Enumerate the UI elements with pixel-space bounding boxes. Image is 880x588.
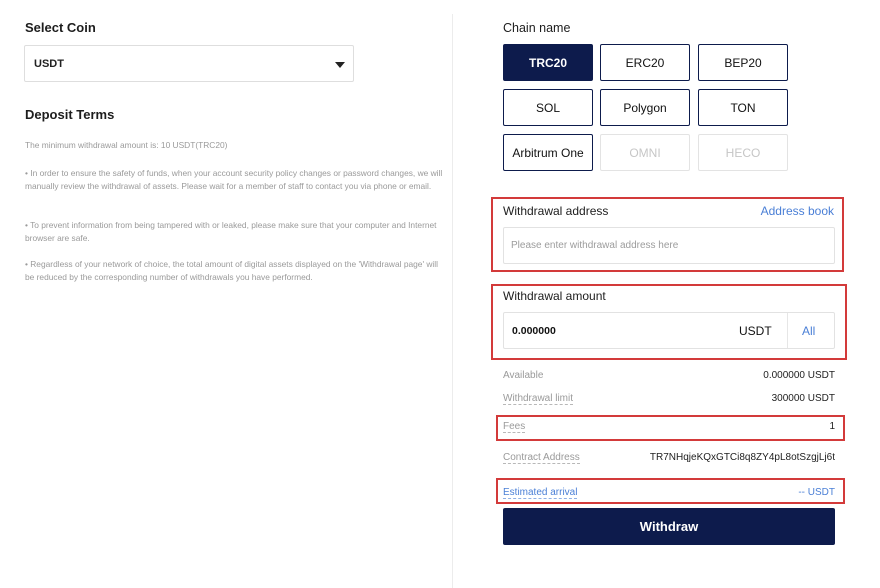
terms-security-review: • In order to ensure the safety of funds, when your account security policy changes or password changes, we will manually review the withdrawal of assets. Please wait for a member of staff to contact you via phone or email.	[25, 168, 443, 191]
contract-address-label: Contract Address	[503, 452, 580, 463]
deposit-terms-label: Deposit Terms	[25, 107, 115, 122]
coin-select[interactable]	[24, 45, 354, 82]
caret-down-icon	[335, 62, 345, 68]
chain-option-polygon[interactable]: Polygon	[600, 89, 690, 126]
chain-option-sol[interactable]: SOL	[503, 89, 593, 126]
chain-option-arbitrum-one[interactable]: Arbitrum One	[503, 134, 593, 171]
amount-separator	[787, 313, 788, 348]
chain-name-label: Chain name	[503, 21, 571, 35]
chain-option-bep20[interactable]: BEP20	[698, 44, 788, 81]
withdrawal-limit-value: 300000 USDT	[771, 393, 835, 404]
address-book-link[interactable]: Address book	[760, 204, 834, 218]
fees-label: Fees	[503, 421, 526, 432]
terms-browser-safety: • To prevent information from being tampered with or leaked, please make sure that your computer and Internet browser are safe.	[25, 220, 437, 243]
chain-option-erc20[interactable]: ERC20	[600, 44, 690, 81]
chain-option-omni: OMNI	[600, 134, 690, 171]
withdrawal-address-input[interactable]	[503, 227, 835, 264]
withdrawal-amount-label: Withdrawal amount	[503, 289, 606, 303]
coin-select-value: USDT	[34, 58, 64, 70]
chain-option-trc20[interactable]: TRC20	[503, 44, 593, 81]
withdrawal-limit-label: Withdrawal limit	[503, 393, 574, 404]
fees-value: 1	[829, 421, 835, 432]
chain-option-heco: HECO	[698, 134, 788, 171]
withdraw-button[interactable]: Withdraw	[503, 508, 835, 545]
withdraw-panel	[453, 0, 880, 588]
withdrawal-address-label: Withdrawal address	[503, 204, 609, 218]
chain-option-ton[interactable]: TON	[698, 89, 788, 126]
select-coin-label: Select Coin	[25, 20, 96, 35]
contract-address-value: TR7NHqjeKQxGTCi8q8ZY4pL8otSzgjLj6t	[649, 452, 835, 463]
available-label: Available	[503, 370, 544, 381]
terms-minimum-amount: The minimum withdrawal amount is: 10 USDT(TRC20)	[25, 140, 228, 150]
available-value: 0.000000 USDT	[763, 370, 835, 381]
terms-balance-reduction: • Regardless of your network of choice, the total amount of digital assets displayed on the 'Withdrawal page' will be reduced by the corresponding number of withdrawals you have performed.	[25, 259, 439, 282]
withdrawal-amount-unit: USDT	[739, 324, 772, 338]
withdrawal-amount-value[interactable]: 0.000000	[512, 325, 556, 337]
estimated-arrival-value: -- USDT	[798, 487, 835, 498]
highlight-box-fees	[496, 415, 845, 441]
withdrawal-amount-field[interactable]	[503, 312, 835, 349]
all-amount-button[interactable]: All	[802, 324, 816, 338]
estimated-arrival-label: Estimated arrival	[503, 487, 578, 498]
